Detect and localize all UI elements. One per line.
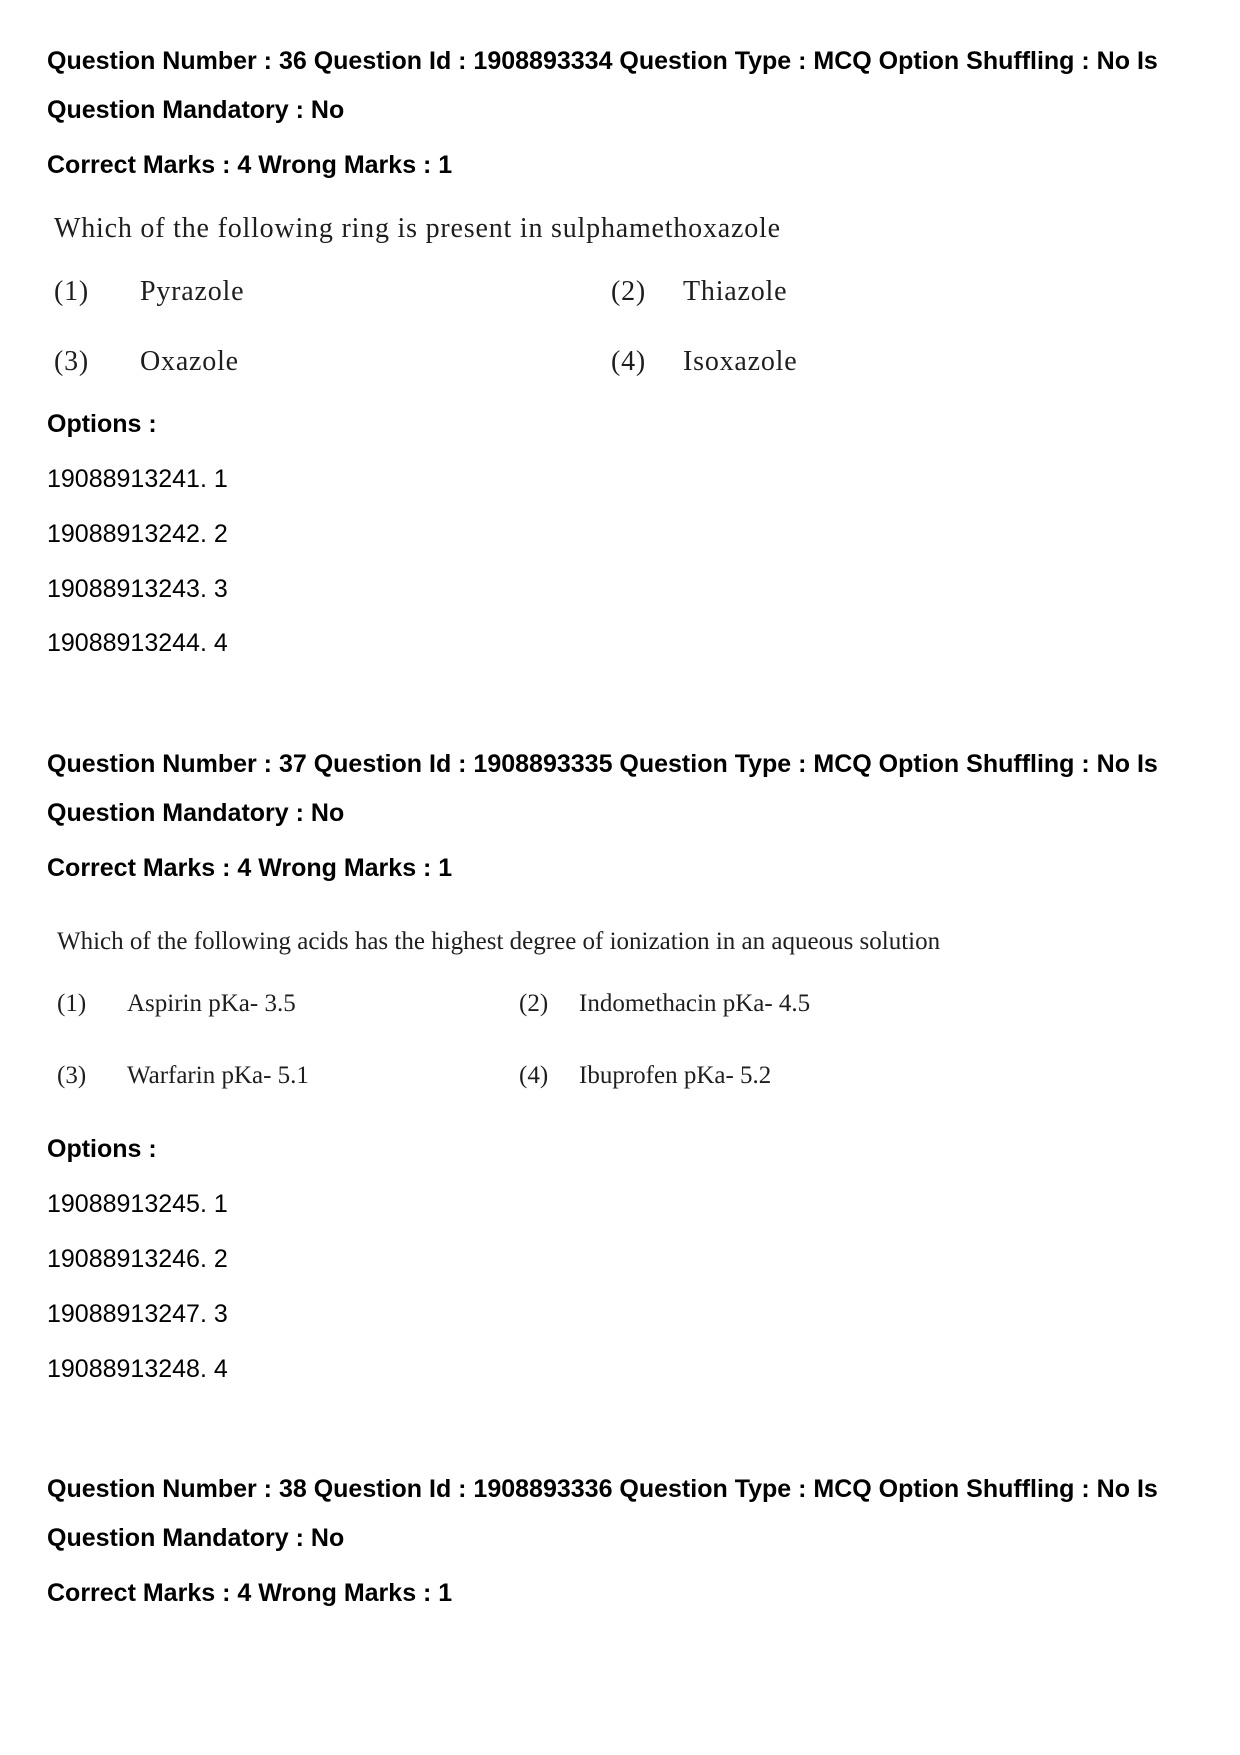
choice-number: (4) — [611, 346, 647, 377]
choice-text: Isoxazole — [683, 346, 798, 377]
option-item: 19088913243. 3 — [47, 575, 228, 603]
choice-text: Aspirin pKa- 3.5 — [127, 990, 296, 1017]
choice-number: (1) — [54, 276, 90, 307]
choice-text: Oxazole — [140, 346, 239, 377]
choice-number: (2) — [519, 990, 549, 1017]
option-item: 19088913242. 2 — [47, 520, 228, 548]
option-item: 19088913247. 3 — [47, 1300, 228, 1328]
choice-text: Ibuprofen pKa- 5.2 — [579, 1062, 772, 1089]
choice-number: (1) — [57, 990, 87, 1017]
choice-number: (3) — [54, 346, 90, 377]
option-item: 19088913244. 4 — [47, 629, 228, 657]
question-marks: Correct Marks : 4 Wrong Marks : 1 — [47, 854, 453, 882]
question-marks: Correct Marks : 4 Wrong Marks : 1 — [47, 151, 453, 179]
choice-number: (3) — [57, 1062, 87, 1089]
choice-number: (2) — [611, 276, 647, 307]
question-header-line-1: Question Number : 37 Question Id : 1908893335 Question Type : MCQ Option Shuffling : No Is — [47, 750, 1158, 778]
choice-text: Warfarin pKa- 5.1 — [127, 1062, 309, 1089]
options-label: Options : — [47, 1135, 157, 1163]
question-header-line-2: Question Mandatory : No — [47, 96, 345, 124]
question-header-line-1: Question Number : 38 Question Id : 1908893336 Question Type : MCQ Option Shuffling : No Is — [47, 1475, 1158, 1503]
question-marks: Correct Marks : 4 Wrong Marks : 1 — [47, 1579, 453, 1607]
choice-number: (4) — [519, 1062, 549, 1089]
question-stem: Which of the following ring is present in sulphamethoxazole — [54, 213, 781, 244]
question-header-line-2: Question Mandatory : No — [47, 799, 345, 827]
choice-text: Pyrazole — [140, 276, 245, 307]
option-item: 19088913246. 2 — [47, 1245, 228, 1273]
choice-text: Thiazole — [683, 276, 788, 307]
question-header-line-1: Question Number : 36 Question Id : 1908893334 Question Type : MCQ Option Shuffling : No Is — [47, 47, 1158, 75]
option-item: 19088913245. 1 — [47, 1190, 228, 1218]
question-stem: Which of the following acids has the highest degree of ionization in an aqueous solution — [57, 928, 941, 955]
options-label: Options : — [47, 410, 157, 438]
question-header-line-2: Question Mandatory : No — [47, 1524, 345, 1552]
choice-text: Indomethacin pKa- 4.5 — [579, 990, 811, 1017]
option-item: 19088913241. 1 — [47, 465, 228, 493]
option-item: 19088913248. 4 — [47, 1355, 228, 1383]
